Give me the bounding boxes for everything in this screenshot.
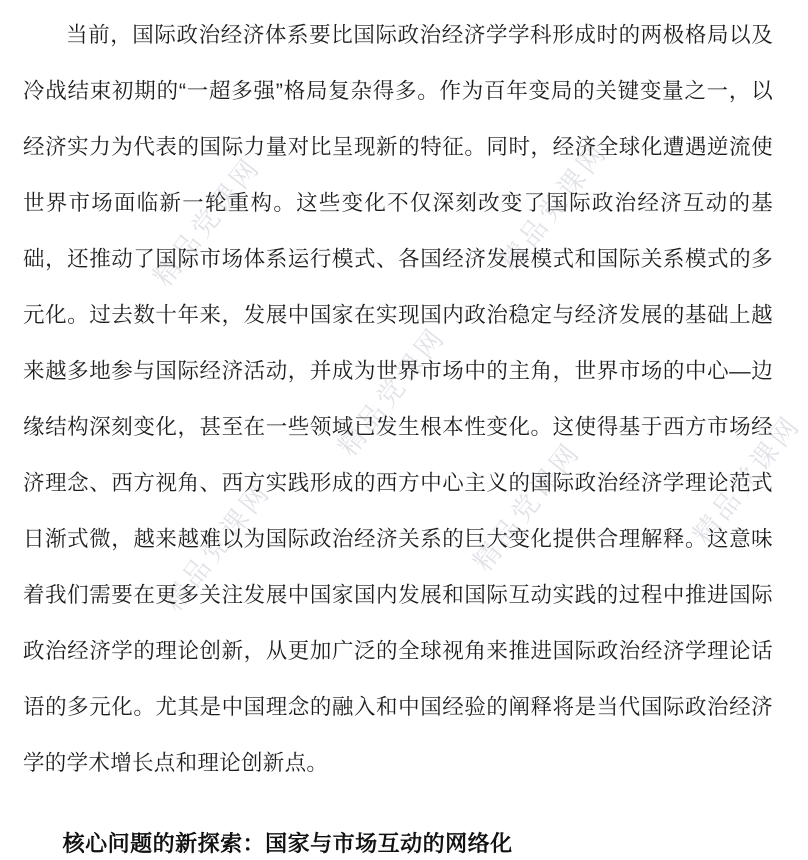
watermark-text: 精品党课网 [332,321,452,462]
watermark-text: 精品党课网 [147,151,267,292]
watermark-text: 精品党课网 [687,409,807,550]
watermark-text: 精品党课网 [467,436,587,577]
section-heading: 核心问题的新探索：国家与市场互动的网络化 [62,831,513,856]
document-content [23,7,773,860]
body-paragraph: 当前，国际政治经济体系要比国际政治经济学学科形成时的两极格局以及冷战结束初期的“一超多强”格局复杂得多。作为百年变局的关键变量之一，以经济实力为代表的国际力量对比呈现新的特征。同时，经济全球化遭遇逆流使世界市场面临新一轮重构。这些变化不仅深刻改变了国际政治经济互动的基础，还推动了国际市场体系运行模式、各国经济发展模式和国际关系模式的多元化。过去数十年来，发展中国家在实现国内政治稳定与经济发展的基础上越来越多地参与国际经济活动，并成为世界市场中的主角，世界市场的中心—边缘结构深刻变化，甚至在一些领域已发生根本性变化。这使得基于西方市场经济理念、西方视角、西方实践形成的西方中心主义的国际政治经济学理论范式日渐式微，越来越难以为国际政治经济关系的巨大变化提供合理解释。这意味着我们需要在更多关注发展中国家国内发展和国际互动实践的过程中推进国际政治经济学的理论创新，从更加广泛的全球视角来推进国际政治经济学理论话语的多元化。尤其是中国理念的融入和中国经验的阐释将是当代国际政治经济学的学术增长点和理论创新点。 [23,23,773,775]
watermark-text: 精品党课网 [157,476,277,617]
watermark-text: 精品党课网 [494,136,614,277]
